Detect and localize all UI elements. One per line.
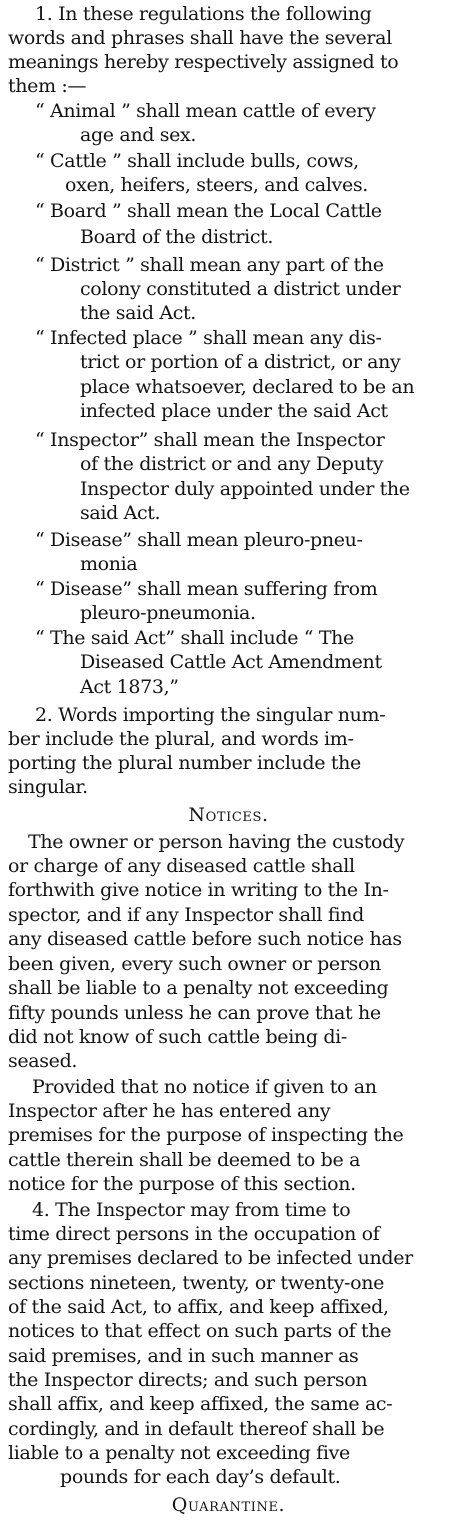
- text-line: infected place under the said Act: [80, 400, 388, 422]
- text-line: colony constituted a district under: [80, 278, 401, 300]
- text-line: “ Board ” shall mean the Local Cattle: [35, 200, 382, 222]
- text-line: pleuro-pneumonia.: [80, 602, 256, 624]
- text-line: “ Cattle ” shall include bulls, cows,: [35, 150, 359, 172]
- text-line: shall affix, and keep affixed, the same ac-: [8, 1393, 393, 1415]
- text-line: 4. The Inspector may from time to: [32, 1199, 351, 1221]
- text-line: time direct persons in the occupation of: [8, 1223, 380, 1245]
- section-heading-notices: Notices.: [188, 804, 269, 826]
- text-line: shall be liable to a penalty not exceeding: [8, 977, 389, 999]
- text-line: of the said Act, to affix, and keep affixed,: [8, 1296, 389, 1318]
- text-line: The owner or person having the custody: [28, 831, 405, 853]
- text-line: trict or portion of a district, or any: [80, 351, 401, 373]
- text-line: forthwith give notice in writing to the In-: [8, 879, 389, 901]
- text-line: “ Inspector” shall mean the Inspector: [35, 429, 385, 451]
- text-line: Board of the district.: [80, 226, 274, 248]
- text-line: premises for the purpose of inspecting the: [8, 1124, 404, 1146]
- text-line: fifty pounds unless he can prove that he: [8, 1002, 381, 1024]
- text-line: Provided that no notice if given to an: [32, 1076, 377, 1098]
- text-line: pounds for each day’s default.: [60, 1466, 341, 1488]
- text-line: them :—: [8, 75, 87, 97]
- text-line: spector, and if any Inspector shall find: [8, 904, 364, 926]
- text-line: seased.: [8, 1050, 78, 1072]
- text-line: 1. In these regulations the following: [35, 3, 372, 25]
- text-line: Inspector duly appointed under the: [80, 478, 410, 500]
- text-line: singular.: [8, 776, 88, 798]
- text-line: the said Act.: [80, 302, 196, 324]
- text-line: notice for the purpose of this section.: [8, 1173, 356, 1195]
- text-line: did not know of such cattle being di-: [8, 1026, 347, 1048]
- text-line: 2. Words importing the singular num-: [35, 704, 386, 726]
- text-line: Act 1873,”: [80, 676, 179, 698]
- text-line: “ District ” shall mean any part of the: [35, 254, 384, 276]
- text-line: said Act.: [80, 502, 161, 524]
- text-line: notices to that effect on such parts of the: [8, 1320, 392, 1342]
- text-line: monia: [80, 553, 138, 575]
- text-line: said premises, and in such manner as: [8, 1345, 359, 1367]
- text-line: “ Animal ” shall mean cattle of every: [35, 100, 376, 122]
- text-line: “ Disease” shall mean pleuro-pneu-: [35, 529, 363, 551]
- text-line: the Inspector directs; and such person: [8, 1369, 368, 1391]
- text-line: oxen, heifers, steers, and calves.: [65, 174, 368, 196]
- text-line: or charge of any diseased cattle shall: [8, 855, 355, 877]
- section-heading-quarantine: Quarantine.: [171, 1494, 286, 1516]
- text-line: porting the plural number include the: [8, 752, 361, 774]
- text-line: been given, every such owner or person: [8, 953, 381, 975]
- text-line: Diseased Cattle Act Amendment: [80, 651, 382, 673]
- text-line: any premises declared to be infected under: [8, 1247, 413, 1269]
- text-line: sections nineteen, twenty, or twenty-one: [8, 1272, 385, 1294]
- text-line: “ Infected place ” shall mean any dis-: [35, 327, 382, 349]
- text-line: place whatsoever, declared to be an: [80, 376, 415, 398]
- text-line: cattle therein shall be deemed to be a: [8, 1149, 361, 1171]
- text-line: “ Disease” shall mean suffering from: [35, 578, 378, 600]
- text-line: liable to a penalty not exceeding five: [8, 1442, 350, 1464]
- text-line: ber include the plural, and words im-: [8, 728, 354, 750]
- text-line: of the district or and any Deputy: [80, 453, 384, 475]
- text-line: Inspector after he has entered any: [8, 1100, 331, 1122]
- text-line: cordingly, and in default thereof shall be: [8, 1418, 385, 1440]
- text-line: any diseased cattle before such notice has: [8, 928, 402, 950]
- text-line: age and sex.: [80, 124, 197, 146]
- text-line: “ The said Act” shall include “ The: [35, 627, 354, 649]
- text-line: meanings hereby respectively assigned to: [8, 51, 399, 73]
- text-line: words and phrases shall have the several: [8, 27, 392, 49]
